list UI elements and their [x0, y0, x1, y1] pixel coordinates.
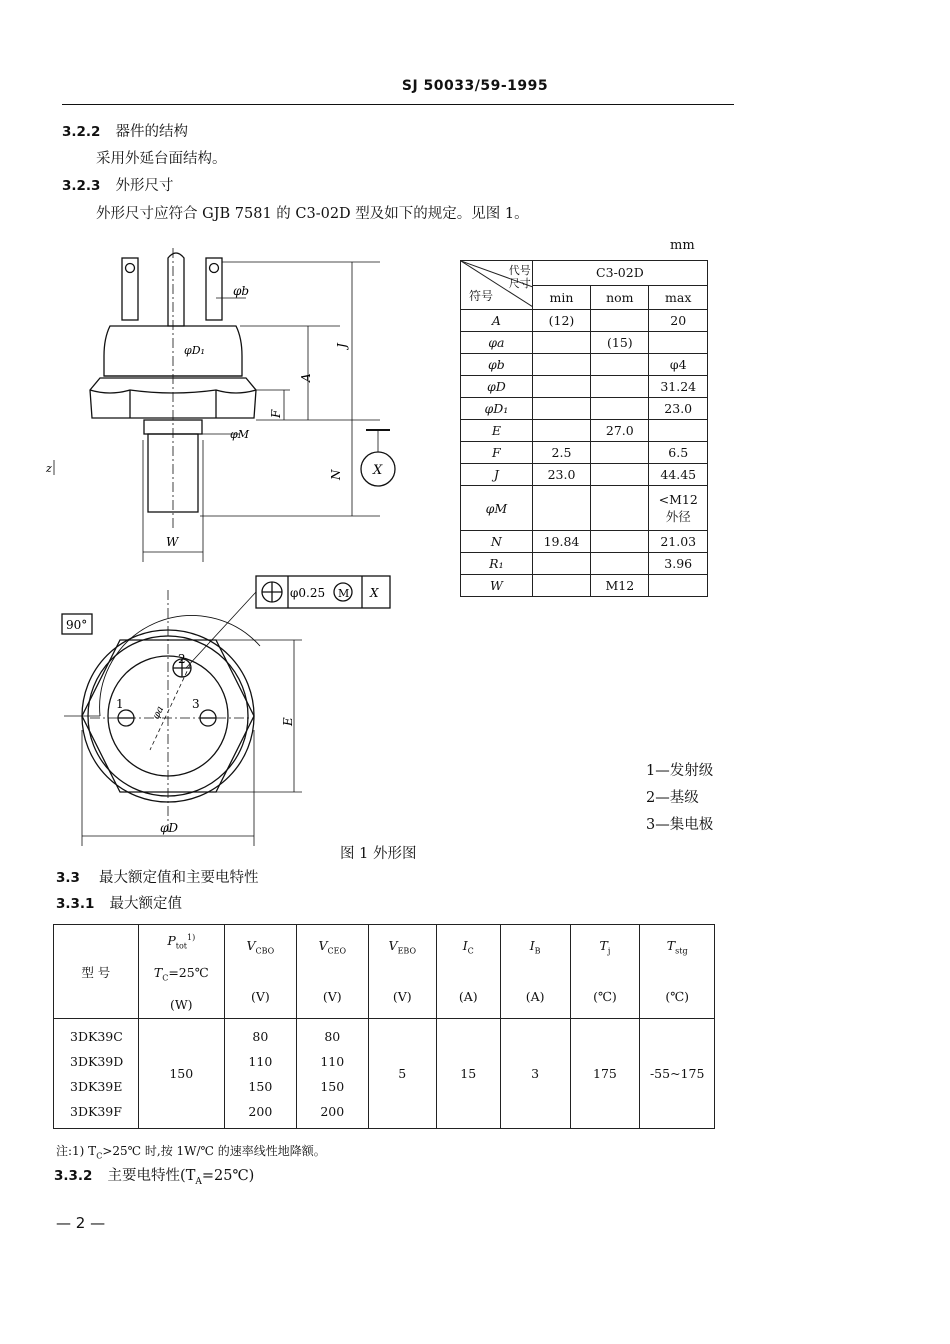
- title-text: 主要电特性(T: [107, 1168, 196, 1184]
- cell-nom: [591, 398, 649, 420]
- value: 200: [320, 1103, 345, 1119]
- header-ptot: [138, 925, 224, 1019]
- header-ptot-cond: T: [153, 965, 163, 981]
- side-view-drawing: [40, 240, 450, 570]
- col-max: max: [649, 285, 708, 310]
- cell-nom: 27.0: [591, 420, 649, 442]
- col-min: min: [532, 285, 590, 310]
- cell-min: [532, 420, 590, 442]
- header-sub: EBO: [397, 946, 417, 956]
- cell-min: (12): [532, 310, 590, 332]
- header-symbol: I: [529, 937, 535, 953]
- header-unit: (A): [525, 989, 545, 1005]
- cell-sym: φD₁: [461, 398, 533, 420]
- value: 80: [252, 1028, 269, 1044]
- table-row: [461, 442, 708, 464]
- value: 80: [324, 1028, 341, 1044]
- cell-max: 23.0: [649, 398, 708, 420]
- table-row: [54, 1019, 715, 1129]
- cell-sym: φD: [461, 376, 533, 398]
- section-3-3-1-heading: [56, 892, 182, 913]
- cell-min: [532, 376, 590, 398]
- header-rule: [62, 104, 734, 105]
- header-sub: CEO: [327, 946, 347, 956]
- header-tj: [570, 925, 640, 1019]
- cell-vcbo: [224, 1019, 296, 1129]
- header-model: 型 号: [54, 925, 139, 1019]
- header-symbol: V: [318, 937, 328, 953]
- cell-tstg: -55~175: [640, 1019, 715, 1129]
- cell-min: [532, 332, 590, 354]
- cell-max-line1: <M12: [658, 491, 698, 507]
- cell-max: 6.5: [649, 442, 708, 464]
- cell-nom: [591, 354, 649, 376]
- note-tail: >25℃ 时,按 1W/℃ 的速率线性地降额。: [102, 1144, 326, 1158]
- pin-center: [168, 253, 184, 326]
- value: 200: [248, 1103, 273, 1119]
- title-tail: =25℃): [201, 1168, 255, 1184]
- legend-item: 2—基级: [646, 790, 699, 806]
- model-name: 3DK39C: [70, 1028, 123, 1044]
- section-3-3-heading: [56, 866, 259, 887]
- section-3-2-2-body: 采用外延台面结构。: [96, 151, 227, 167]
- group-header: C3-02D: [532, 261, 707, 286]
- cell-nom: [591, 486, 649, 531]
- label-phi-d1: φD₁: [184, 344, 205, 357]
- section-number: 3.2.3: [62, 178, 101, 194]
- table-row: [461, 354, 708, 376]
- cell-max: φ4: [649, 354, 708, 376]
- cell-models: [54, 1019, 139, 1129]
- header-ib: [500, 925, 570, 1019]
- cell-sym: E: [461, 420, 533, 442]
- cell-sym: R₁: [461, 553, 533, 575]
- header-unit: (V): [322, 989, 342, 1005]
- table-row: [461, 398, 708, 420]
- table-row: [461, 376, 708, 398]
- cell-vceo: [296, 1019, 368, 1129]
- cell-max-line2: 外径: [665, 508, 691, 524]
- table-note: [56, 1142, 326, 1160]
- cell-sym: φM: [461, 486, 533, 531]
- header-ptot-unit: (W): [169, 996, 193, 1012]
- header-tstg: [640, 925, 715, 1019]
- section-title: 最大额定值: [109, 896, 183, 912]
- header-sub: stg: [675, 946, 688, 956]
- table-row: [461, 486, 708, 531]
- header-ptot-cond-sub: C: [162, 973, 169, 983]
- label-e: E: [281, 717, 295, 726]
- label-phi-b: φb: [233, 284, 250, 298]
- cell-max: [649, 332, 708, 354]
- cell-nom: [591, 442, 649, 464]
- label-j: J: [335, 343, 349, 348]
- value: 110: [248, 1053, 273, 1069]
- label-f: F: [269, 409, 283, 418]
- cell-ib: 3: [500, 1019, 570, 1129]
- cell-sym: N: [461, 531, 533, 553]
- cell-max: 44.45: [649, 464, 708, 486]
- header-ptot-sub: tot: [175, 942, 187, 952]
- cell-min: [532, 575, 590, 597]
- cell-sym: A: [461, 310, 533, 332]
- cell-min: 23.0: [532, 464, 590, 486]
- header-ic: [436, 925, 500, 1019]
- table-row: [461, 575, 708, 597]
- pin-legend: [646, 758, 713, 839]
- label-phi-a: φa: [150, 704, 167, 722]
- header-vebo: [368, 925, 436, 1019]
- header-sub: j: [607, 946, 611, 956]
- page-number: — 2 —: [56, 1214, 106, 1232]
- cell-max: [649, 420, 708, 442]
- header-symbol: T: [666, 937, 676, 953]
- cell-sym: W: [461, 575, 533, 597]
- section-title: 器件的结构: [115, 124, 189, 140]
- model-name: 3DK39E: [70, 1078, 123, 1094]
- model-name: 3DK39D: [70, 1053, 124, 1069]
- cell-sym: φb: [461, 354, 533, 376]
- corner-top: 代号: [508, 264, 531, 277]
- header-unit: (V): [250, 989, 270, 1005]
- cell-min: [532, 553, 590, 575]
- corner-mid: 尺寸: [508, 277, 531, 290]
- table-row: [461, 310, 708, 332]
- label-datum: X: [370, 586, 379, 600]
- label-phi-d: φD: [160, 821, 179, 835]
- section-3-2-3-heading: [62, 174, 174, 195]
- table-row: [461, 464, 708, 486]
- table-row: [461, 531, 708, 553]
- top-view-drawing: [40, 570, 420, 850]
- header-symbol: T: [599, 937, 608, 953]
- cell-min: 19.84: [532, 531, 590, 553]
- header-unit: (℃): [593, 989, 617, 1005]
- cell-nom: [591, 464, 649, 486]
- header-vcbo: [224, 925, 296, 1019]
- cell-nom: [591, 531, 649, 553]
- header-symbol: I: [462, 937, 468, 953]
- header-sub: C: [467, 946, 474, 956]
- label-tolerance: φ0.25: [290, 586, 326, 600]
- model-name: 3DK39F: [70, 1103, 122, 1119]
- cell-max: 20: [649, 310, 708, 332]
- doc-header: SJ 50033/59-1995: [401, 78, 549, 94]
- value: 150: [248, 1078, 273, 1094]
- header-unit: (℃): [665, 989, 690, 1005]
- section-number: 3.2.2: [62, 124, 101, 140]
- note-prefix: 注:1) T: [56, 1144, 97, 1158]
- note-sub: C: [96, 1151, 103, 1161]
- header-sub: B: [534, 946, 541, 956]
- cell-min: 2.5: [532, 442, 590, 464]
- cell-tj: 175: [570, 1019, 640, 1129]
- label-pin-1: 1: [116, 697, 124, 711]
- cell-ic: 15: [436, 1019, 500, 1129]
- header-ptot-cond-tail: =25℃: [168, 965, 209, 981]
- header-symbol: V: [246, 937, 256, 953]
- section-3-2-2-heading: [62, 120, 188, 141]
- cell-max: [649, 486, 708, 531]
- section-number: 3.3.1: [56, 896, 95, 912]
- section-title: 外形尺寸: [115, 178, 174, 194]
- value: 150: [320, 1078, 345, 1094]
- label-datum-x: X: [373, 463, 383, 478]
- label-n: N: [329, 469, 343, 480]
- label-pin-2: 2: [178, 652, 186, 666]
- table-row: [461, 332, 708, 354]
- title-sub: A: [195, 1176, 202, 1187]
- cell-ptot: 150: [138, 1019, 224, 1129]
- cell-min: [532, 486, 590, 531]
- section-number: 3.3.2: [54, 1168, 93, 1184]
- pin-left: [122, 258, 138, 320]
- header-ptot-symbol: P: [167, 933, 176, 949]
- cell-sym: φa: [461, 332, 533, 354]
- legend-item: 1—发射级: [646, 763, 714, 779]
- header-vceo: [296, 925, 368, 1019]
- cell-max: 21.03: [649, 531, 708, 553]
- col-nom: nom: [591, 285, 649, 310]
- section-title: [107, 1168, 255, 1187]
- cell-nom: [591, 376, 649, 398]
- label-z: z: [46, 462, 52, 475]
- cell-max: 3.96: [649, 553, 708, 575]
- header-unit: (A): [458, 989, 478, 1005]
- table-row: [461, 553, 708, 575]
- label-pin-3: 3: [192, 697, 200, 711]
- header-ptot-sup: 1): [186, 933, 196, 943]
- cell-nom: [591, 553, 649, 575]
- cell-max: [649, 575, 708, 597]
- unit-label: mm: [670, 238, 695, 253]
- table-row: [461, 420, 708, 442]
- section-title: 最大额定值和主要电特性: [99, 870, 259, 886]
- label-phi-m: φM: [230, 428, 249, 441]
- header-sub: CBO: [255, 946, 275, 956]
- label-a: A: [299, 373, 313, 382]
- label-w: W: [166, 535, 179, 549]
- label-m: M: [338, 587, 350, 600]
- cell-min: [532, 398, 590, 420]
- cell-nom: (15): [591, 332, 649, 354]
- cell-nom: M12: [591, 575, 649, 597]
- legend-item: 3—集电极: [646, 817, 714, 833]
- section-3-3-2-heading: [54, 1164, 254, 1187]
- cell-min: [532, 354, 590, 376]
- cell-sym: F: [461, 442, 533, 464]
- corner-cell: [461, 261, 533, 310]
- section-number: 3.3: [56, 870, 80, 886]
- header-unit: (V): [392, 989, 412, 1005]
- corner-left: 符号: [469, 289, 494, 303]
- cell-nom: [591, 310, 649, 332]
- header-symbol: V: [388, 937, 398, 953]
- value: 110: [320, 1053, 345, 1069]
- dimension-table: [460, 260, 708, 597]
- label-angle: 90°: [66, 618, 88, 632]
- cell-max: 31.24: [649, 376, 708, 398]
- ratings-table: [53, 924, 715, 1129]
- pin-right: [206, 258, 222, 320]
- figure-caption: 图 1 外形图: [340, 846, 417, 862]
- cell-vebo: 5: [368, 1019, 436, 1129]
- section-3-2-3-body: 外形尺寸应符合 GJB 7581 的 C3-02D 型及如下的规定。见图 1。: [96, 206, 529, 222]
- cell-sym: J: [461, 464, 533, 486]
